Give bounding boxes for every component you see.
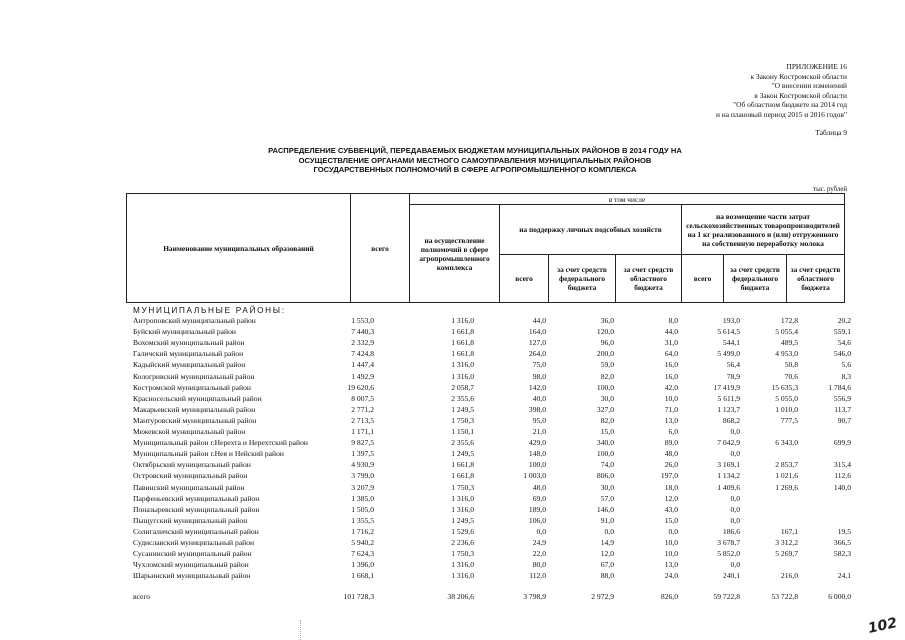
table-row (133, 494, 853, 504)
table-cell: 19 620,6 (347, 382, 374, 392)
table-cell: 8 007,5 (351, 393, 374, 403)
table-row (133, 449, 853, 459)
table-cell: 1 003,0 (523, 471, 546, 481)
table-cell: 5 614,5 (717, 327, 740, 337)
table-cell: 112,0 (529, 571, 546, 581)
district-name: Красносельский муниципальный район (133, 393, 262, 403)
table-cell: 95,0 (532, 415, 546, 425)
table-cell: 216,0 (780, 571, 798, 581)
table-cell: 1 150,1 (451, 427, 474, 436)
table-cell: 31,0 (664, 338, 678, 348)
table-cell: 12,0 (664, 493, 678, 503)
table-cell: 544,1 (722, 338, 740, 348)
table-cell: 24,1 (837, 571, 851, 581)
table-row (133, 471, 853, 481)
table-row (133, 360, 853, 370)
table-cell: 582,3 (833, 549, 851, 559)
table-cell: 1 750,3 (451, 549, 474, 559)
table-cell: 89,0 (664, 438, 678, 448)
table-cell: 54,6 (837, 338, 851, 348)
table-cell: 777,5 (780, 415, 798, 425)
table-row (133, 527, 853, 537)
table-cell: 5 055,4 (775, 327, 798, 337)
table-cell: 0,0 (730, 493, 740, 503)
table-cell: 90,7 (837, 415, 851, 425)
table-row (133, 427, 853, 437)
table-cell: 3 169,1 (717, 460, 740, 470)
table-row (133, 372, 853, 382)
table-cell: 1 385,0 (351, 493, 374, 503)
header-sub-regional: за счет средств областного бюджета (615, 254, 682, 303)
total-cell: 6 000,0 (828, 592, 851, 601)
table-cell: 16,0 (664, 371, 678, 381)
table-cell: 82,0 (600, 415, 614, 425)
table-cell: 1 316,0 (451, 504, 474, 514)
table-cell: 2 713,5 (351, 415, 374, 425)
table-cell: 1 021,6 (775, 471, 798, 481)
table-cell: 2 236,6 (451, 538, 474, 547)
table-cell: 140,0 (833, 482, 851, 492)
header-milk-total: всего (681, 254, 724, 303)
table-cell: 36,0 (600, 316, 614, 325)
district-name: Солигаличский муниципальный район (133, 526, 259, 536)
total-cell: 826,0 (660, 592, 678, 601)
header-total: всего (350, 193, 410, 303)
table-row (133, 394, 853, 404)
table-cell: 48,0 (664, 449, 678, 459)
table-cell: 1 316,0 (451, 360, 474, 370)
table-cell: 70,6 (784, 371, 798, 381)
table-cell: 546,0 (833, 349, 851, 359)
table-cell: 74,0 (600, 460, 614, 470)
district-name: Буйский муниципальный район (133, 327, 236, 337)
district-name: Макарьевский муниципальный район (133, 404, 256, 414)
table-label: Таблица 9 (815, 128, 847, 137)
table-cell: 127,0 (528, 338, 546, 348)
district-name: Островский муниципальный район (133, 471, 248, 481)
table-cell: 59,0 (600, 360, 614, 370)
total-cell: 3 798,9 (523, 592, 546, 601)
table-cell: 69,0 (532, 493, 546, 503)
table-cell: 24,0 (664, 571, 678, 581)
table-cell: 9 827,5 (351, 438, 374, 448)
table-cell: 1 249,5 (451, 515, 474, 525)
table-cell: 429,0 (528, 438, 546, 448)
table-cell: 13,0 (664, 415, 678, 425)
table-cell: 1 750,3 (451, 482, 474, 492)
table-cell: 197,0 (660, 471, 678, 481)
table-row (133, 549, 853, 559)
district-name: Судиславский муниципальный район (133, 538, 255, 547)
table-cell: 3 678,7 (717, 538, 740, 547)
table-cell: 48,0 (532, 482, 546, 492)
district-name: Кадыйский муниципальный район (133, 360, 246, 370)
table-row (133, 316, 853, 326)
table-cell: 78,9 (726, 371, 740, 381)
table-row (133, 438, 853, 448)
district-name: Павинский муниципальный район (133, 482, 245, 492)
table-cell: 0,0 (730, 449, 740, 459)
page-number-handwritten: 102 (866, 615, 899, 637)
table-cell: 146,0 (596, 504, 614, 514)
table-cell: 1 661,8 (451, 471, 474, 481)
header-sub-federal: за счет средств федерального бюджета (548, 254, 616, 303)
table-row (133, 405, 853, 415)
table-cell: 1 249,5 (451, 449, 474, 459)
scan-artifact (300, 620, 302, 640)
table-cell: 5 611,9 (717, 393, 740, 403)
table-cell: 50,8 (784, 360, 798, 370)
table-cell: 20,2 (837, 316, 851, 325)
table-cell: 5 269,7 (775, 549, 798, 559)
table-cell: 44,0 (664, 327, 678, 337)
table-cell: 2 332,9 (351, 338, 374, 348)
table-cell: 7 424,8 (351, 349, 374, 359)
table-cell: 489,5 (780, 338, 798, 348)
table-cell: 0,0 (730, 504, 740, 514)
appendix-line: "О внесении изменений (771, 81, 847, 91)
table-cell: 42,0 (664, 382, 678, 392)
table-cell: 26,0 (664, 460, 678, 470)
district-name: Сусанинский муниципальный район (133, 549, 252, 559)
table-cell: 22,0 (532, 549, 546, 559)
table-cell: 100,0 (528, 460, 546, 470)
header-milk: на возмещение части затрат сельскохозяйственных товаропроизводителей на 1 кг реализованного и (или) отгруженного на собственную переработку молока (681, 204, 845, 255)
table-cell: 1 269,6 (775, 482, 798, 492)
table-cell: 44,0 (532, 316, 546, 325)
table-cell: 1 316,0 (451, 571, 474, 581)
table-cell: 100,0 (596, 382, 614, 392)
table-cell: 17 419,9 (713, 382, 740, 392)
district-name: Пыщугский муниципальный район (133, 515, 248, 525)
table-cell: 142,0 (528, 382, 546, 392)
table-cell: 1 010,0 (775, 404, 798, 414)
table-cell: 30,0 (600, 482, 614, 492)
table-cell: 67,0 (600, 560, 614, 570)
table-cell: 1 529,6 (451, 526, 474, 536)
table-cell: 186,6 (722, 526, 740, 536)
table-cell: 315,4 (833, 460, 851, 470)
title-line: ОСУЩЕСТВЛЕНИЕ ОРГАНАМИ МЕСТНОГО САМОУПРАВЛЕНИЯ МУНИЦИПАЛЬНЫХ РАЙОНОВ (298, 155, 652, 165)
table-cell: 57,0 (600, 493, 614, 503)
district-name: Шарьинский муниципальный район (133, 571, 251, 581)
table-cell: 1 661,8 (451, 460, 474, 470)
table-cell: 4 930,9 (351, 460, 374, 470)
table-cell: 1 661,8 (451, 349, 474, 359)
table-row (133, 460, 853, 470)
table-cell: 24,9 (532, 538, 546, 547)
table-cell: 43,0 (664, 504, 678, 514)
district-name: Антроповский муниципальный район (133, 316, 256, 325)
table-cell: 0,0 (730, 427, 740, 436)
table-cell: 398,0 (528, 404, 546, 414)
district-name: Парфеньевский муниципальный район (133, 493, 260, 503)
table-cell: 30,0 (600, 393, 614, 403)
table-row (133, 416, 853, 426)
table-cell: 6,0 (668, 427, 678, 436)
district-name: Межевской муниципальный район (133, 427, 246, 436)
table-cell: 172,8 (780, 316, 798, 325)
table-cell: 7 624,3 (351, 549, 374, 559)
table-cell: 75,0 (532, 360, 546, 370)
table-cell: 0,0 (730, 515, 740, 525)
table-cell: 7 440,3 (351, 327, 374, 337)
table-cell: 15,0 (664, 515, 678, 525)
total-cell: 38 206,6 (447, 592, 474, 601)
district-name: Галичский муниципальный район (133, 349, 244, 359)
table-row (133, 383, 853, 393)
table-cell: 19,5 (837, 526, 851, 536)
table-cell: 1 661,8 (451, 338, 474, 348)
table-row (133, 571, 853, 581)
table-cell: 12,0 (600, 549, 614, 559)
table-cell: 13,0 (664, 560, 678, 570)
table-cell: 1 447,4 (351, 360, 374, 370)
table-cell: 0,0 (668, 526, 678, 536)
table-cell: 1 316,0 (451, 493, 474, 503)
table-cell: 559,1 (833, 327, 851, 337)
table-cell: 1 316,0 (451, 316, 474, 325)
section-label: МУНИЦИПАЛЬНЫЕ РАЙОНЫ: (133, 306, 286, 315)
table-cell: 1 505,0 (351, 504, 374, 514)
table-cell: 5 055,0 (775, 393, 798, 403)
table-cell: 1 661,8 (451, 327, 474, 337)
table-cell: 148,0 (528, 449, 546, 459)
table-cell: 71,0 (664, 404, 678, 414)
table-cell: 120,0 (596, 327, 614, 337)
table-cell: 1 492,9 (351, 371, 374, 381)
table-cell: 106,0 (528, 515, 546, 525)
total-cell: 2 972,9 (591, 592, 614, 601)
table-cell: 15,0 (600, 427, 614, 436)
table-cell: 1 750,3 (451, 415, 474, 425)
table-cell: 3 799,0 (351, 471, 374, 481)
table-row (133, 327, 853, 337)
table-cell: 1 123,7 (717, 404, 740, 414)
table-cell: 2 058,7 (451, 382, 474, 392)
total-cell: 53 722,8 (771, 592, 798, 601)
table-cell: 100,0 (596, 449, 614, 459)
units-label: тыс. рублей (813, 186, 847, 193)
table-cell: 8,3 (841, 371, 851, 381)
total-row (133, 592, 853, 602)
table-cell: 556,9 (833, 393, 851, 403)
table-cell: 2 853,7 (775, 460, 798, 470)
table-cell: 112,6 (834, 471, 851, 481)
table-cell: 0,0 (604, 526, 614, 536)
table-cell: 3 207,9 (351, 482, 374, 492)
table-cell: 113,7 (834, 404, 851, 414)
district-name: Муниципальный район г.Нерехта и Нерехтский район (133, 438, 308, 448)
table-cell: 200,0 (596, 349, 614, 359)
table-cell: 1 134,2 (717, 471, 740, 481)
table-cell: 1 171,1 (351, 427, 374, 436)
title-line: ГОСУДАРСТВЕННЫХ ПОЛНОМОЧИЙ В СФЕРЕ АГРОПРОМЫШЛЕННОГО КОМПЛЕКСА (313, 165, 637, 175)
appendix-header (716, 62, 847, 120)
table-cell: 5 940,2 (351, 538, 374, 547)
table-row (133, 349, 853, 359)
table-cell: 1 316,0 (451, 560, 474, 570)
table-cell: 164,0 (528, 327, 546, 337)
table-row (133, 505, 853, 515)
table-cell: 264,0 (528, 349, 546, 359)
table-cell: 2 355,6 (451, 393, 474, 403)
district-name: Муниципальный район г.Нея и Нейский район (133, 449, 284, 459)
header-personal-farms: на поддержку личных подсобных хозяйств (499, 204, 682, 255)
table-cell: 15 635,3 (771, 382, 798, 392)
table-row (133, 483, 853, 493)
district-name: Кологривский муниципальный район (133, 371, 255, 381)
table-cell: 56,4 (726, 360, 740, 370)
table-cell: 14,9 (600, 538, 614, 547)
table-cell: 10,0 (664, 549, 678, 559)
table-cell: 806,0 (596, 471, 614, 481)
table-cell: 2 355,6 (451, 438, 474, 448)
table-cell: 1 668,1 (351, 571, 374, 581)
title-line: РАСПРЕДЕЛЕНИЕ СУБВЕНЦИЙ, ПЕРЕДАВАЕМЫХ БЮДЖЕТАМ МУНИЦИПАЛЬНЫХ РАЙОНОВ В 2014 ГОДУ НА (268, 146, 682, 155)
table-cell: 0,0 (730, 560, 740, 570)
table-cell: 10,0 (664, 538, 678, 547)
header-sub-total: всего (499, 254, 549, 303)
table-cell: 3 312,2 (775, 538, 798, 547)
table-cell: 5 499,0 (717, 349, 740, 359)
table-cell: 10,0 (664, 393, 678, 403)
table-cell: 18,0 (664, 482, 678, 492)
table-cell: 1 784,6 (828, 382, 851, 392)
table-cell: 91,0 (600, 515, 614, 525)
table-cell: 1 409,6 (717, 482, 740, 492)
total-label: всего (133, 592, 151, 601)
table-cell: 366,5 (833, 538, 851, 547)
header-name: Наименование муниципальных образований (126, 193, 351, 303)
table-cell: 16,0 (664, 360, 678, 370)
header-including: в том числе (409, 193, 845, 205)
table-cell: 189,0 (528, 504, 546, 514)
table-cell: 340,0 (596, 438, 614, 448)
table-cell: 96,0 (600, 338, 614, 348)
table-cell: 1 553,0 (351, 316, 374, 325)
appendix-line: в Закон Костромской области (754, 90, 847, 100)
table-row (133, 560, 853, 570)
table-cell: 1 397,5 (351, 449, 374, 459)
table-cell: 1 355,5 (351, 515, 374, 525)
appendix-line: ПРИЛОЖЕНИЕ 16 (786, 62, 847, 71)
table-cell: 1 716,2 (351, 526, 374, 536)
district-name: Костромской муниципальный район (133, 382, 251, 392)
table-row (133, 516, 853, 526)
total-cell: 59 722,8 (713, 592, 740, 601)
table-cell: 868,2 (722, 415, 740, 425)
district-name: Вохомский муниципальный район (133, 338, 245, 348)
table-row (133, 538, 853, 548)
table-cell: 2 771,2 (351, 404, 374, 414)
table-cell: 88,0 (600, 571, 614, 581)
table-cell: 699,9 (833, 438, 851, 448)
table-cell: 1 249,5 (451, 404, 474, 414)
appendix-line: и на плановый период 2015 и 2016 годов" (715, 109, 847, 119)
table-cell: 40,0 (532, 393, 546, 403)
header-milk-federal: за счет средств федерального бюджета (723, 254, 787, 303)
district-name: Мантуровский муниципальный район (133, 415, 257, 425)
district-name: Поназыревский муниципальный район (133, 504, 260, 514)
table-cell: 240,1 (722, 571, 740, 581)
appendix-line: к Закону Костромской области (750, 71, 847, 81)
table-cell: 21,0 (532, 427, 546, 436)
header-milk-regional: за счет средств областного бюджета (786, 254, 845, 303)
table-cell: 5 852,0 (717, 549, 740, 559)
district-name: Чухломский муниципальный район (133, 560, 249, 570)
table-cell: 4 953,0 (775, 349, 798, 359)
table-cell: 5,6 (841, 360, 851, 370)
district-name: Октябрьский муниципальный район (133, 460, 251, 470)
table-cell: 167,1 (780, 526, 798, 536)
table-cell: 193,0 (722, 316, 740, 325)
table-cell: 82,0 (600, 371, 614, 381)
table-cell: 0,0 (536, 526, 546, 536)
header-authority: на осуществление полномочий в сфере агропромышленного комплекса (409, 204, 500, 303)
table-cell: 7 042,9 (717, 438, 740, 448)
table-cell: 98,0 (532, 371, 546, 381)
appendix-line: "Об областном бюджете на 2014 год (733, 100, 847, 110)
total-cell: 101 728,3 (343, 592, 374, 601)
table-cell: 64,0 (664, 349, 678, 359)
table-cell: 1 316,0 (451, 371, 474, 381)
table-cell: 80,0 (532, 560, 546, 570)
document-title (250, 146, 700, 175)
table-cell: 8,0 (668, 316, 678, 325)
table-cell: 1 396,0 (351, 560, 374, 570)
table-cell: 327,0 (596, 404, 614, 414)
table-cell: 6 343,0 (775, 438, 798, 448)
table-row (133, 338, 853, 348)
